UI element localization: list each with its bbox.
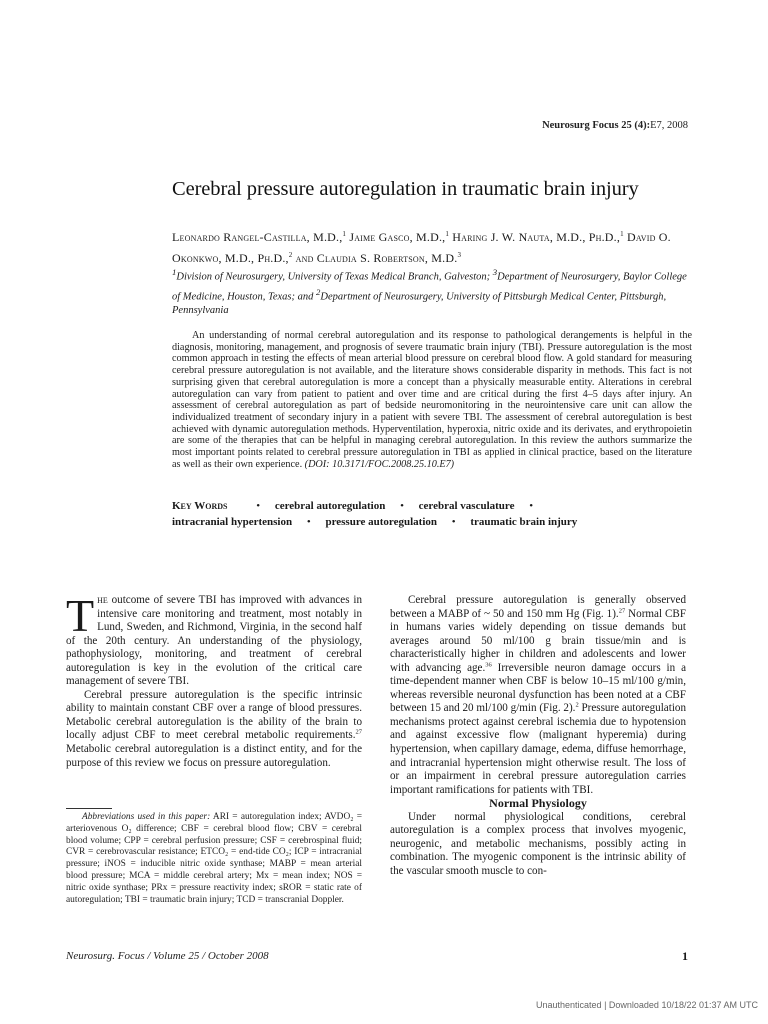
intro-paragraph bbox=[66, 590, 362, 689]
keyword-item: intracranial hypertension bbox=[172, 516, 293, 528]
body-text: Metabolic cerebral autoregulation is a distinct entity, and for the purpose of this review we focus on pressure autoregulation. bbox=[66, 743, 362, 769]
author-3-affil: 1 bbox=[620, 230, 624, 238]
affil-3-marker: 3 bbox=[492, 267, 498, 277]
footnote-text: ARI = autoregulation index; AVDO₂ = arteriovenous O₂ difference; CBF = cerebral blood flow; CBV = cerebral blood volume; CPP = cerebral perfusion pressure; CSF = cerebrospinal fluid; CVR = cerebrovascular resistance; ETCO₂ = end-tide CO₂; ICP = intracranial pressure; iNOS = inducible nitric oxide synthase; MABP = mean arterial blood pressure; MCA = middle cerebral artery; Mx = mean index; NOS = nitric oxide synthase; PRx = pressure reactivity index; sROR = static rate of autoregulation; TBI = traumatic brain injury; TCD = transcranial Doppler. bbox=[66, 812, 363, 905]
body-text: Normal CBF in humans varies widely depending on tissue demands but averages around 50 ml/100 g brain tissue/min and is characteristically higher in children and adolescents and lower with advancing age. bbox=[390, 607, 686, 674]
running-head bbox=[542, 120, 688, 131]
author-1-affil: 1 bbox=[342, 230, 347, 238]
author-list bbox=[172, 225, 692, 267]
affil-3: Department of Neurosurgery, Baylor College of Medicine, Houston, Texas; and bbox=[172, 271, 687, 302]
citation-ref[interactable]: 2 bbox=[575, 701, 579, 709]
keyword-bullet: • bbox=[306, 516, 311, 528]
body-paragraph bbox=[66, 689, 362, 770]
citation-ref[interactable]: 27 bbox=[355, 728, 362, 736]
keyword-item: traumatic brain injury bbox=[470, 516, 578, 528]
body-text: Cerebral pressure autoregulation is the specific intrinsic ability to maintain constant CBF over a range of blood pressures. Metabolic cerebral autoregulation is the ability of the brain to locally adjust CBF to meet cerebral metabolic requirements. bbox=[66, 688, 362, 742]
footnote-label: Abbreviations used in this paper: bbox=[82, 812, 211, 822]
abstract bbox=[172, 330, 692, 470]
right-column bbox=[390, 594, 686, 878]
intro-smallcap: he bbox=[97, 594, 108, 606]
download-stamp: Unauthenticated | Downloaded 10/18/22 01:37 AM UTC bbox=[536, 1000, 758, 1010]
footer-journal: Neurosurg. Focus / Volume 25 / October 2008 bbox=[66, 950, 269, 962]
section-heading: Normal Physiology bbox=[489, 796, 587, 811]
running-head-citation: E7, 2008 bbox=[650, 120, 688, 131]
keyword-bullet: • bbox=[256, 500, 261, 512]
keyword-item: pressure autoregulation bbox=[325, 516, 437, 528]
affil-2: Department of Neurosurgery, University of Pittsburgh Medical Center, Pittsburgh, Pennsylvania bbox=[172, 291, 667, 316]
author-4: David O. Okonkwo, M.D., Ph.D., bbox=[172, 230, 671, 265]
keyword-bullet: • bbox=[529, 500, 534, 512]
body-text: Irreversible neuron damage occurs in a time-dependent manner when CBF is below 10–15 ml/100 g/min, whereas reversible neuronal dysfunction has been noted at a CBF between 15 and 20 ml/100 g/min (Fig. 2). bbox=[390, 661, 686, 715]
keyword-bullet: • bbox=[451, 516, 456, 528]
article-title: Cerebral pressure autoregulation in traumatic brain injury bbox=[172, 178, 639, 200]
keyword-item: cerebral vasculature bbox=[418, 500, 515, 512]
intro-text: outcome of severe TBI has improved with advances in intensive care monitoring and treatment, most notably in Lund, Sweden, and Richmond, Virginia, in the second half of the 20th century. An understanding of the physiology, pathophysiology, monitoring, and treatment of cerebral autoregulation is key in the evolution of the critical care management of severe TBI. bbox=[66, 594, 362, 688]
affil-1-marker: 1 bbox=[172, 267, 177, 277]
author-1: Leonardo Rangel-Castilla, M.D., bbox=[172, 230, 343, 244]
keyword-bullet: • bbox=[400, 500, 404, 512]
citation-ref[interactable]: 36 bbox=[485, 661, 492, 669]
keyword-item: cerebral autoregulation bbox=[274, 500, 386, 512]
citation-ref[interactable]: 27 bbox=[618, 606, 626, 614]
author-2-affil: 1 bbox=[445, 230, 450, 238]
left-column bbox=[66, 590, 362, 770]
author-2: Jaime Gasco, M.D., bbox=[346, 230, 446, 244]
abstract-text: An understanding of normal cerebral autoregulation and its response to pathological derangements is helpful in the diagnosis, monitoring, management, and prognosis of severe traumatic brain injury (TBI). Pressure autoregulation is the most common approach in testing the effects of mean arterial blood pressure on cerebral blood flow. A gold standard for measuring cerebral pressure autoregulation is not available, and the literature shows considerable disparity in methods. This fact is not surprising given that cerebral autoregulation is more a concept than a physically measurable entity. Alterations in cerebral autoregulation can vary from patient to patient and over time and are critical during the first 4–5 days after injury. An assessment of cerebral autoregulation as part of bedside neuromonitoring in the neurointensive care unit can allow the individualized treatment of secondary injury in a patient with severe TBI. The assessment of cerebral autoregulation is best achieved with dynamic autoregulation methods. Hyperventilation, hyperoxia, nitric oxide and its derivates, and erythropoietin are some of the therapies that can be helpful in managing cerebral autoregulation. In this review the authors summarize the most important points related to cerebral pressure autoregulation in TBI as applied in clinical practice, based on the literature as well as their own experience. bbox=[172, 330, 692, 470]
footnote-rule bbox=[66, 808, 112, 809]
page-number: 1 bbox=[682, 949, 688, 963]
abbreviations-footnote bbox=[66, 812, 362, 906]
body-text: Pressure autoregulation mechanisms protect against cerebral ischemia due to hypotension and against excessive flow (malignant hyperemia) during hypertension, when capillary damage, edema, diffuse hemorrhage, and intracranial hypertension might otherwise result. The loss of or an impairment in cerebral pressure autoregulation carries important ramifications for patients with TBI. bbox=[390, 702, 686, 796]
doi-link[interactable]: (DOI: 10.3171/FOC.2008.25.10.E7) bbox=[304, 458, 455, 470]
drop-cap: T bbox=[66, 590, 95, 641]
body-text: Cerebral pressure autoregulation is generally observed between a MABP of ~ 50 and 150 mm Hg (Fig. 1). bbox=[390, 594, 686, 620]
body-paragraph: Under normal physiological conditions, cerebral autoregulation is a complex process that involves myogenic, neurogenic, and metabolic mechanisms, possibly acting in combination. The myogenic component is the intrinsic ability of the vascular smooth muscle to con- bbox=[390, 810, 686, 877]
keywords bbox=[172, 498, 692, 530]
keywords-label: Key Words bbox=[172, 500, 228, 512]
author-5: and Claudia S. Robertson, M.D. bbox=[292, 251, 458, 265]
body-paragraph bbox=[390, 594, 686, 797]
author-3: Haring J. W. Nauta, M.D., Ph.D., bbox=[449, 230, 621, 244]
affil-1: Division of Neurosurgery, University of Texas Medical Branch, Galveston; bbox=[176, 271, 493, 283]
affiliations bbox=[172, 265, 692, 318]
author-4-affil: 2 bbox=[288, 251, 293, 259]
author-5-affil: 3 bbox=[457, 251, 462, 259]
affil-2-marker: 2 bbox=[315, 286, 321, 297]
running-head-journal: Neurosurg Focus 25 (4): bbox=[542, 120, 651, 131]
